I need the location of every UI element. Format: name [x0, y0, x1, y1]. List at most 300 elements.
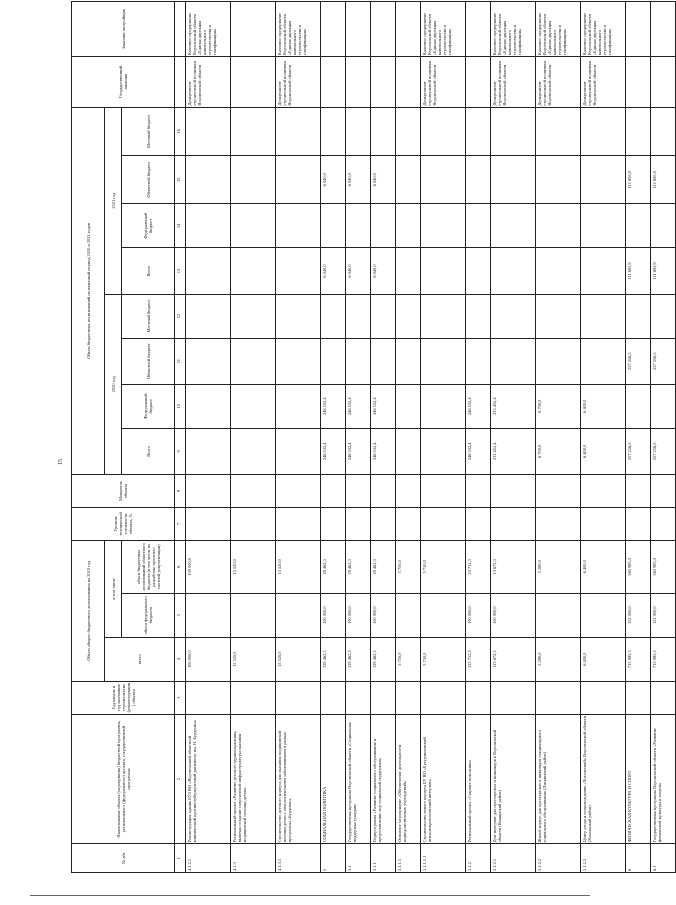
cell-fed19 [581, 593, 626, 637]
cell-s21: 111 695,9 [626, 248, 651, 294]
cell-v19: 5 750,0 [421, 637, 466, 681]
table-row [491, 2, 536, 873]
cell-o20 [276, 338, 321, 384]
cell-name: Региональный проект «Старшее поколение» [466, 714, 491, 844]
cell-n: 6.1 [651, 844, 676, 873]
cell-yr [321, 681, 346, 714]
cell-f21 [626, 204, 651, 248]
cell-n: 4.1.3.1 [276, 844, 321, 873]
cell-dev [651, 2, 676, 57]
cell-fed19 [396, 593, 421, 637]
cell-cust [466, 57, 491, 108]
table-row [626, 2, 651, 873]
cell-v19: 5 280,0 [536, 637, 581, 681]
cell-pw [466, 474, 491, 507]
col-idx [175, 57, 186, 108]
cell-rdy [651, 507, 676, 540]
cell-s21 [231, 248, 276, 294]
cell-m20 [466, 294, 491, 338]
cell-v19: 129 462,3 [371, 637, 396, 681]
cell-o20 [371, 338, 396, 384]
cell-v19: 5 750,0 [396, 637, 421, 681]
cell-o21: 111 695,9 [651, 156, 676, 204]
cell-s21 [536, 248, 581, 294]
cell-o20: 257 256,5 [626, 338, 651, 384]
cell-fed19: 100 000,0 [491, 593, 536, 637]
cell-o20 [491, 338, 536, 384]
cell-v19: 715 985,3 [651, 637, 676, 681]
cell-name: СОЦИАЛЬНАЯ ПОЛИТИКА [321, 714, 346, 844]
cell-dev [231, 2, 276, 57]
cell-o20 [466, 338, 491, 384]
table-row [321, 2, 346, 873]
cell-o20 [421, 338, 466, 384]
cell-v19: 129 462,3 [321, 637, 346, 681]
cell-cust [346, 57, 371, 108]
cell-f21 [396, 204, 421, 248]
col-idx: 7 [175, 507, 186, 540]
cell-m20 [186, 294, 231, 338]
header-2020-local: Местный бюджет [122, 294, 175, 338]
cell-m20 [491, 294, 536, 338]
cell-yr [581, 681, 626, 714]
table-row [371, 2, 396, 873]
cell-obl19: 29 462,3 [371, 540, 396, 593]
cell-f21 [186, 204, 231, 248]
cell-f21 [581, 204, 626, 248]
cell-o21: 6 040,0 [346, 156, 371, 204]
col-idx: 9 [175, 428, 186, 474]
cell-dev [396, 2, 421, 57]
cell-dev: Казенное предприятие Воронежской области «Единая дирекция капитального строительства и газификации» [536, 2, 581, 57]
cell-name: Государственная программа Воронежской области «Развитие физической культуры и спорта» [651, 714, 676, 844]
cell-cost [536, 107, 581, 155]
header-2020-fed: Федеральный бюджет [122, 384, 175, 428]
cell-f21 [371, 204, 396, 248]
cell-s20 [421, 428, 466, 474]
cell-v19: 15 520,0 [276, 637, 321, 681]
cell-s21 [421, 248, 466, 294]
cell-yr [276, 681, 321, 714]
cell-s21 [396, 248, 421, 294]
cell-pw [651, 474, 676, 507]
cell-dev [371, 2, 396, 57]
cell-f20 [651, 384, 676, 428]
cell-v19: 100 000,0 [186, 637, 231, 681]
cell-obl19: 29 462,3 [346, 540, 371, 593]
cell-fed19: 100 000,0 [321, 593, 346, 637]
cell-cust [651, 57, 676, 108]
cell-rdy [491, 507, 536, 540]
cell-dev: Казенное предприятие Воронежской области «Единая дирекция капитального строительства и газификации» [581, 2, 626, 57]
cell-fed19 [421, 593, 466, 637]
cell-m20 [421, 294, 466, 338]
cell-n: 5.1.2.3 [581, 844, 626, 873]
col-idx: 6 [175, 540, 186, 593]
table-row [276, 2, 321, 873]
cell-fed19: 100 000,0 [466, 593, 491, 637]
cell-yr [371, 681, 396, 714]
cell-pw [371, 474, 396, 507]
cell-cost [231, 107, 276, 155]
cell-m20 [626, 294, 651, 338]
cell-s21: 6 040,0 [321, 248, 346, 294]
cell-obl19: 23 712,3 [466, 540, 491, 593]
cell-f20 [421, 384, 466, 428]
cell-yr [536, 681, 581, 714]
header-2021: 2021 год [105, 107, 122, 294]
cell-o21: 6 040,0 [371, 156, 396, 204]
cell-cost [371, 107, 396, 155]
col-idx: 14 [175, 204, 186, 248]
cell-s20: 257 256,5 [651, 428, 676, 474]
cell-obl19: 29 462,3 [321, 540, 346, 593]
cell-f20 [396, 384, 421, 428]
cell-cust [321, 57, 346, 108]
header-name: Наименование объекта (мероприятия) бюджетной программы, регионального (федерального) проекта, государственной программы [72, 714, 175, 844]
cell-cost [421, 107, 466, 155]
cell-v19: 15 520,0 [231, 637, 276, 681]
cell-s21: 6 040,0 [346, 248, 371, 294]
cell-s20 [396, 428, 421, 474]
header-num: № п/п [72, 844, 175, 873]
cell-s21 [491, 248, 536, 294]
cell-fed19: 100 000,0 [371, 593, 396, 637]
cell-name: ФИЗИЧЕСКАЯ КУЛЬТУРА И СПОРТ [626, 714, 651, 844]
col-idx: 2 [175, 714, 186, 844]
cell-f20: 246 532,4 [321, 384, 346, 428]
header-2020-total: Всего [122, 428, 175, 474]
cell-f21 [491, 204, 536, 248]
cell-rdy [421, 507, 466, 540]
cell-n: 4.1.2.1 [186, 844, 231, 873]
cell-m20 [396, 294, 421, 338]
cell-fed19 [536, 593, 581, 637]
cell-yr [466, 681, 491, 714]
cell-rdy [346, 507, 371, 540]
cell-dev: Казенное предприятие Воронежской области «Единая дирекция капитального строительства и газификации» [276, 2, 321, 57]
cell-s20 [186, 428, 231, 474]
cell-fed19 [231, 593, 276, 637]
cell-s21 [581, 248, 626, 294]
table-row [466, 2, 491, 873]
cell-dev: Казенное предприятие Воронежской области «Единая дирекция капитального строительства и газификации» [491, 2, 536, 57]
header-vsego: всего [105, 637, 175, 681]
cell-m20 [581, 294, 626, 338]
cell-f21 [276, 204, 321, 248]
cell-rdy [396, 507, 421, 540]
cell-n: 4.1.3 [231, 844, 276, 873]
header-2020: 2020 год [105, 294, 122, 474]
table-row [421, 2, 466, 873]
cell-name: Основное мероприятие «Обеспечение деятельности подведомственных учреждений» [396, 714, 421, 844]
cell-fed19: 152 000,0 [651, 593, 676, 637]
cell-o20 [396, 338, 421, 384]
cell-f21 [321, 204, 346, 248]
cell-s20: 246 532,4 [371, 428, 396, 474]
cell-pw [321, 474, 346, 507]
cell-o21 [396, 156, 421, 204]
cell-cust: Департамент строительной политики Воронежской области [491, 57, 536, 108]
cell-pw [491, 474, 536, 507]
cell-cost [276, 107, 321, 155]
cell-obl19: 563 985,3 [626, 540, 651, 593]
cell-name: Строительство нового корпуса БУ ВО «Бутурлиновский психоневрологический интернат» [421, 714, 466, 844]
col-idx: 3 [175, 681, 186, 714]
cell-f20: 233 452,4 [491, 384, 536, 428]
cell-s20: 6 700,0 [536, 428, 581, 474]
header-developer: Заказчик-застройщик [72, 2, 175, 57]
cell-o21 [421, 156, 466, 204]
cell-f21 [346, 204, 371, 248]
cell-obl19: 563 985,3 [651, 540, 676, 593]
cell-name: Строительство детского корпуса для оказания медицинской помощи детям с онкологическими заболеваниями в рамках программы «Бурденко» [276, 714, 321, 844]
col-idx: 8 [175, 474, 186, 507]
table-row [536, 2, 581, 873]
cell-cost [581, 107, 626, 155]
cell-fed19 [186, 593, 231, 637]
cell-cost [321, 107, 346, 155]
cell-rdy [581, 507, 626, 540]
table-row [346, 2, 371, 873]
cell-f20: 246 532,4 [466, 384, 491, 428]
cell-s20: 246 532,4 [321, 428, 346, 474]
header-vol-plan: Объем бюджетных ассигнований на плановый период 2020 и 2021 годов [72, 107, 105, 474]
col-idx: 13 [175, 248, 186, 294]
cell-m20 [346, 294, 371, 338]
cell-name: Дом-интернат для престарелых и инвалидов в Воронежской области (Каширский район) [491, 714, 536, 844]
cell-o20 [581, 338, 626, 384]
cell-f21 [231, 204, 276, 248]
col-idx: 4 [175, 637, 186, 681]
cell-o21: 6 040,0 [321, 156, 346, 204]
header-obl-budget: объем бюджетных ассигнований областного бюджета (в том числе по разработке проектно-сметной документации) [122, 540, 175, 593]
table-row [231, 2, 276, 873]
cell-o21 [231, 156, 276, 204]
header-2020-obl: Областной бюджет [122, 338, 175, 384]
cell-obl19: 5 750,0 [421, 540, 466, 593]
cell-dev [346, 2, 371, 57]
budget-investment-table [71, 1, 676, 873]
col-idx: 5 [175, 593, 186, 637]
cell-cost [491, 107, 536, 155]
cell-v19: 129 462,3 [346, 637, 371, 681]
cell-rdy [371, 507, 396, 540]
cell-o20 [186, 338, 231, 384]
cell-n: 5 [321, 844, 346, 873]
cell-f20: 6 700,0 [536, 384, 581, 428]
cell-dev [626, 2, 651, 57]
cell-fed19: 152 000,0 [626, 593, 651, 637]
cell-f21 [536, 204, 581, 248]
cell-s21: 6 040,0 [371, 248, 396, 294]
cell-yr [651, 681, 676, 714]
cell-s20: 233 452,4 [491, 428, 536, 474]
cell-o21 [536, 156, 581, 204]
column-index-row [175, 2, 186, 873]
cell-s20: 246 532,4 [466, 428, 491, 474]
cell-pw [346, 474, 371, 507]
cell-pw [186, 474, 231, 507]
cell-n: 5.1 [346, 844, 371, 873]
cell-f20: 246 532,4 [371, 384, 396, 428]
cell-pw [276, 474, 321, 507]
cell-o21 [581, 156, 626, 204]
col-idx: 11 [175, 338, 186, 384]
table-row [396, 2, 421, 873]
cell-dev: Казенное предприятие Воронежской области «Единая дирекция капитального строительства и газификации» [421, 2, 466, 57]
cell-dev [466, 2, 491, 57]
cell-cost [396, 107, 421, 155]
col-idx: 1 [175, 844, 186, 873]
cell-o21 [276, 156, 321, 204]
cell-pw [581, 474, 626, 507]
col-idx: 12 [175, 294, 186, 338]
cell-s21: 111 695,9 [651, 248, 676, 294]
cell-obl19: 5 750,0 [396, 540, 421, 593]
header-fed-budget: объем федерального бюджета [122, 593, 175, 637]
cell-cust: Департамент строительной политики Воронежской области [581, 57, 626, 108]
cell-cost [466, 107, 491, 155]
cell-yr [346, 681, 371, 714]
header-2021-fed: Федеральный бюджет [122, 204, 175, 248]
cell-f20 [231, 384, 276, 428]
header-customer: Государственный заказчик [72, 57, 175, 108]
cell-m20 [651, 294, 676, 338]
cell-rdy [626, 507, 651, 540]
cell-o20: 257 256,5 [651, 338, 676, 384]
cell-f20 [186, 384, 231, 428]
header-2021-total: Всего [122, 248, 175, 294]
cell-obl19: 15 520,0 [276, 540, 321, 593]
cell-s21 [466, 248, 491, 294]
cell-cust: Департамент строительной политики Воронежской области [186, 57, 231, 108]
cell-cost [626, 107, 651, 155]
cell-obl19: 100 000,0 [186, 540, 231, 593]
col-idx: 10 [175, 384, 186, 428]
cell-cust [231, 57, 276, 108]
table-row [186, 2, 231, 873]
cell-n: 5.1.1 [371, 844, 396, 873]
cell-v19: 715 985,3 [626, 637, 651, 681]
cell-v19: 113 672,3 [491, 637, 536, 681]
cell-m20 [276, 294, 321, 338]
cell-o21 [491, 156, 536, 204]
cell-name: Региональный проект «Развитие детского здравоохранения, включая создание современной инфраструктуры оказания медицинской помощи детям» [231, 714, 276, 844]
header-year-start: Год начала и год окончания строительства (реконструкции) объекта [72, 681, 175, 714]
cell-o20 [231, 338, 276, 384]
col-idx: 15 [175, 156, 186, 204]
cell-f20: 6 400,0 [581, 384, 626, 428]
cell-name: Реконструкция здания БУЗ ВО «Воронежский областной клинический противотуберкулезный диспансер им. Н. Бурденко» [186, 714, 231, 844]
cell-o20 [321, 338, 346, 384]
cell-yr [186, 681, 231, 714]
cell-rdy [186, 507, 231, 540]
cell-n: 6 [626, 844, 651, 873]
cell-pw [536, 474, 581, 507]
cell-n: 5.1.2.2 [536, 844, 581, 873]
cell-name: Подпрограмма «Развитие социального обслуживания и предоставление мер социальной поддержки» [371, 714, 396, 844]
cell-s20: 6 400,0 [581, 428, 626, 474]
cell-cost [346, 107, 371, 155]
cell-name: Центр ухода и сопровождения «Хохольский» Воронежской области (Хохольский район) [581, 714, 626, 844]
cell-o21 [466, 156, 491, 204]
cell-rdy [276, 507, 321, 540]
page-number: 15 [58, 459, 64, 465]
cell-cust: Департамент строительной политики Воронежской области [421, 57, 466, 108]
cell-cust [626, 57, 651, 108]
cell-obl19: 13 672,3 [491, 540, 536, 593]
cell-o20 [346, 338, 371, 384]
cell-s20 [231, 428, 276, 474]
cell-yr [626, 681, 651, 714]
table-row [651, 2, 676, 873]
cell-pw [626, 474, 651, 507]
cell-cust: Департамент строительной политики Воронежской области [276, 57, 321, 108]
cell-s20: 246 532,4 [346, 428, 371, 474]
cell-f21 [466, 204, 491, 248]
cell-m20 [536, 294, 581, 338]
cell-obl19: 5 280,0 [536, 540, 581, 593]
col-idx [175, 2, 186, 57]
cell-f20 [276, 384, 321, 428]
cell-m20 [371, 294, 396, 338]
table-row [581, 2, 626, 873]
cell-f21 [421, 204, 466, 248]
cell-s21 [186, 248, 231, 294]
header-2021-obl: Областной бюджет [122, 156, 175, 204]
cell-n: 5.1.1.1.1 [421, 844, 466, 873]
cell-n: 5.1.2.1 [491, 844, 536, 873]
cell-cost [186, 107, 231, 155]
cell-o20 [536, 338, 581, 384]
cell-o21 [186, 156, 231, 204]
col-idx: 16 [175, 107, 186, 155]
header-cap-power: Мощность объекта [72, 474, 175, 507]
cell-rdy [536, 507, 581, 540]
cell-dev: Казенное предприятие Воронежской области «Единая дирекция капитального строительства и газификации» [186, 2, 231, 57]
cell-cost [651, 107, 676, 155]
cell-cust: Департамент строительной политики Воронежской области [536, 57, 581, 108]
cell-rdy [466, 507, 491, 540]
header-in-that-number: в том числе [105, 540, 122, 637]
cell-cust [396, 57, 421, 108]
cell-o21: 111 695,9 [626, 156, 651, 204]
cell-yr [231, 681, 276, 714]
cell-rdy [321, 507, 346, 540]
cell-f21 [651, 204, 676, 248]
cell-s21 [276, 248, 321, 294]
cell-name: Жилой корпус для престарелых и инвалидов стационарного социального обслуживания (Лискинский район) [536, 714, 581, 844]
cell-name: Государственная программа Воронежской области «Социальная поддержка граждан» [346, 714, 371, 844]
cell-dev [321, 2, 346, 57]
cell-v19: 6 400,0 [581, 637, 626, 681]
cell-cust [371, 57, 396, 108]
cell-rdy [231, 507, 276, 540]
cell-pw [231, 474, 276, 507]
cell-n: 5.1.1.1 [396, 844, 421, 873]
cell-pw [421, 474, 466, 507]
cell-m20 [321, 294, 346, 338]
cell-f20 [626, 384, 651, 428]
cell-yr [421, 681, 466, 714]
cell-f20: 246 532,4 [346, 384, 371, 428]
cell-n: 5.1.2 [466, 844, 491, 873]
cell-yr [491, 681, 536, 714]
cell-s20 [276, 428, 321, 474]
bottom-rule [30, 895, 590, 896]
cell-obl19: 6 400,0 [581, 540, 626, 593]
